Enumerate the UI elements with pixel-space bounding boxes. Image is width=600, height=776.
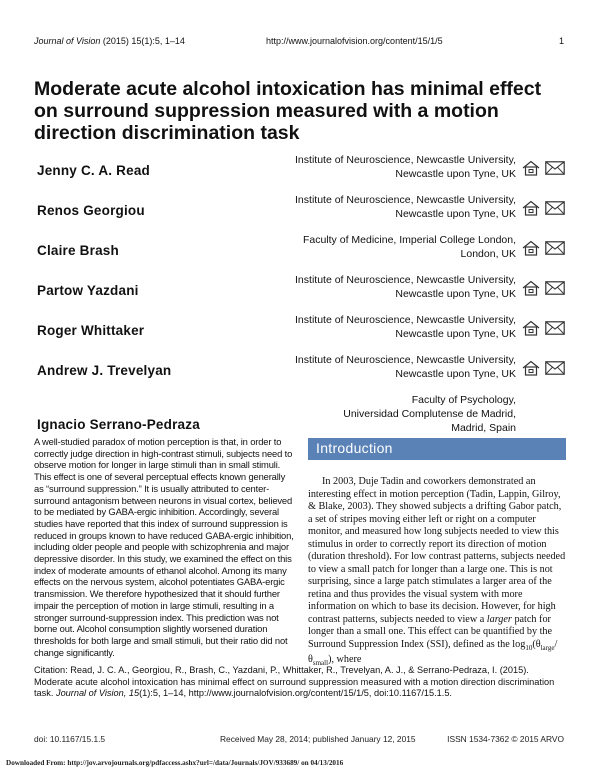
article-title: Moderate acute alcohol intoxication has minimal effect on surround suppression measured with a motion direction discrimination task [34,78,542,144]
author-name: Ignacio Serrano-Pedraza [37,417,200,432]
author-affiliation: Faculty of Psychology, Universidad Complutense de Madrid, Madrid, Spain [343,394,516,434]
home-icon[interactable] [522,360,540,376]
home-icon[interactable] [522,200,540,216]
publication-dates: Received May 28, 2014; published January 12, 2015 [220,734,416,744]
journal-citation: Journal of Vision (2015) 15(1):5, 1–14 [34,36,185,46]
doi-text: doi: 10.1167/15.1.5 [34,734,106,744]
envelope-icon[interactable] [545,321,565,335]
author-row [34,352,566,392]
author-contact-icons [522,200,566,216]
envelope-icon[interactable] [545,361,565,375]
home-icon[interactable] [522,240,540,256]
author-row [34,192,566,232]
introduction-heading: Introduction [316,440,393,456]
page-number: 1 [558,36,564,46]
author-row [34,152,566,192]
author-contact-icons [522,160,566,176]
page-footer [34,734,564,746]
introduction-heading-bar [308,438,566,460]
abstract: A well-studied paradox of motion perception is that, in order to correctly judge direction in high-contrast stimuli, subjects need to observe motion for longer in large stimuli than in small stimuli. This effect is one of several perceptual effects known generally as “surround suppression.” It is usually attributed to center-surround antagonism between neurons in visual cortex, believed to be mediated by GABA-ergic inhibition. Accordingly, several studies have reported that this index of surround suppression is reduced in groups known to have reduced GABA-ergic inhibition, including older people and people with schizophrenia and major depressive disorder. In this study, we examined the effect on this index of moderate amounts of ethanol alcohol. Among its many effects on the nervous system, alcohol potentiates GABA-ergic transmission. We therefore hypothesized that it should further impair the perception of motion in large stimuli, resulting in a stronger surround-suppression index. This prediction was not borne out. Alcohol consumption slightly worsened duration thresholds for both large and small stimuli, but their ratio did not change significantly. [34,436,294,658]
author-affiliation: Faculty of Medicine, Imperial College London, London, UK [302,234,516,260]
author-name: Jenny C. A. Read [37,163,150,178]
envelope-icon[interactable] [545,281,565,295]
home-icon[interactable] [522,280,540,296]
author-row [34,272,566,312]
introduction-text [308,476,566,670]
envelope-icon[interactable] [545,241,565,255]
citation-block: Citation: Read, J. C. A., Georgiou, R., Brash, C., Yazdani, P., Whittaker, R., Trevelyan, A. J., & Serrano-Pedraza, I. (2015). Moderate acute alcohol intoxication has minimal effect on surround suppression measured with a motion direction discrimination task. Journal of Vision, 15(1):5, 1–14, http://www.journalofvision.org/content/15/1/5, doi:10.1167/15.1.5. [34,665,555,698]
author-row [34,232,566,272]
home-icon[interactable] [522,160,540,176]
author-name: Roger Whittaker [37,323,145,338]
journal-url-link[interactable]: http://www.journalofvision.org/content/15/1/5 [266,36,443,46]
author-contact-icons [522,280,566,296]
author-list [34,152,566,452]
author-affiliation: Institute of Neuroscience, Newcastle University, Newcastle upon Tyne, UK [295,314,516,340]
author-contact-icons [522,360,566,376]
author-row [34,312,566,352]
introduction-paragraph: In 2003, Duje Tadin and coworkers demonstrated an interesting effect in motion perception (Tadin, Lappin, Gilroy, & Blake, 2003). They showed subjects a drifting Gabor patch, a set of stripes moving either left or right on a computer monitor, and measured how long subjects needed to view this stimulus in order to correctly report its direction of motion (duration threshold). For low contrast patterns, subjects needed to view a small patch for longer than a large one. This is not surprising, since a large patch stimulates a larger area of the retina and thus provides the visual system with more information on which to base its decision. However, for high contrast patterns, subjects needed to view a larger patch for longer than a small one. This effect can be quantified by the Surround Suppression Index (SSI), defined as the $\log_{10}(\theta_{large}/\theta_{small})$, where [308,476,566,668]
running-header [34,36,564,50]
author-affiliation: Institute of Neuroscience, Newcastle University, Newcastle upon Tyne, UK [295,354,516,380]
author-contact-icons [522,240,566,256]
envelope-icon[interactable] [545,161,565,175]
download-stamp: Downloaded From: http://jov.arvojournals.org/pdfaccess.ashx?url=/data/Journals/JOV/933689/ on 04/13/2016 [6,759,344,767]
author-name: Claire Brash [37,243,119,258]
envelope-icon[interactable] [545,201,565,215]
author-contact-icons [522,320,566,336]
author-affiliation: Institute of Neuroscience, Newcastle University, Newcastle upon Tyne, UK [295,154,516,180]
author-name: Partow Yazdani [37,283,139,298]
author-affiliation: Institute of Neuroscience, Newcastle University, Newcastle upon Tyne, UK [295,194,516,220]
author-name: Renos Georgiou [37,203,145,218]
issn-copyright: ISSN 1534-7362 © 2015 ARVO [447,734,564,744]
author-name: Andrew J. Trevelyan [37,363,172,378]
author-affiliation: Institute of Neuroscience, Newcastle University, Newcastle upon Tyne, UK [295,274,516,300]
home-icon[interactable] [522,320,540,336]
